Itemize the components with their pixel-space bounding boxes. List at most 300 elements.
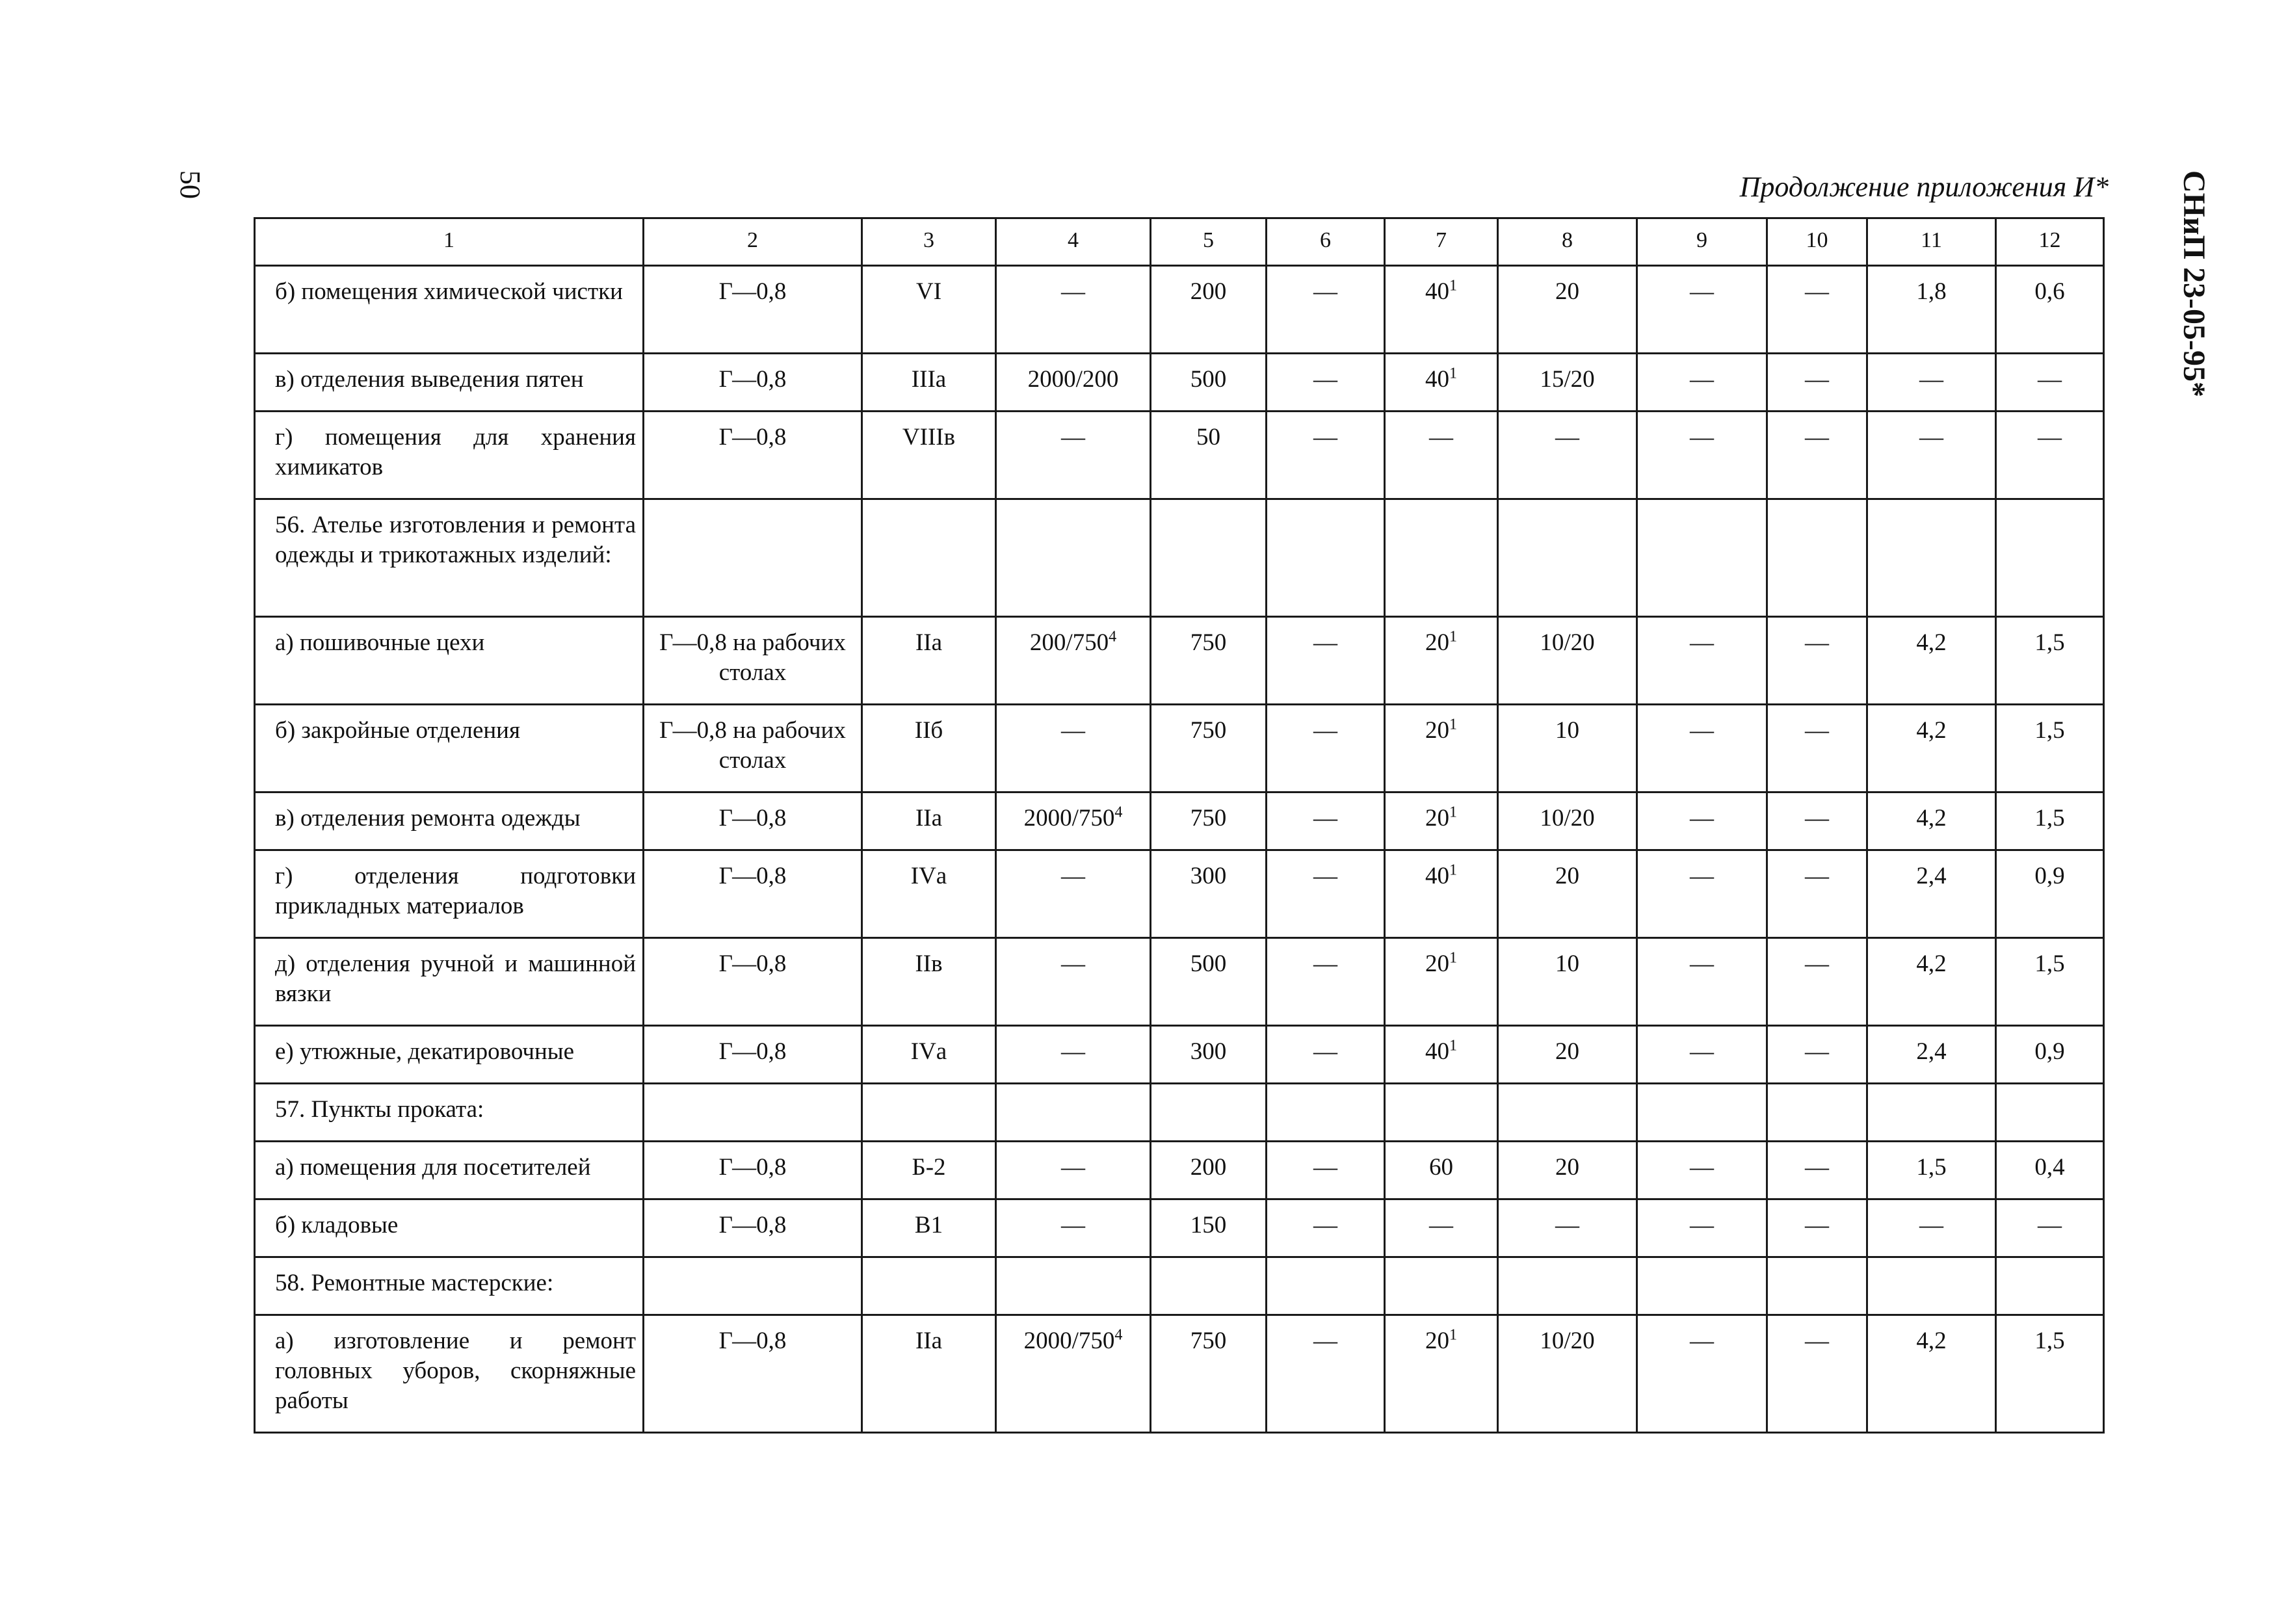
- column-number: 2: [644, 218, 862, 266]
- cell-col-12: [1996, 705, 2104, 792]
- footnote-mark: 1: [1449, 1037, 1457, 1054]
- table-row: [255, 617, 2104, 705]
- cell-col-5: [1151, 705, 1267, 792]
- cell-value: Г—0,8 на рабочих столах: [659, 629, 846, 686]
- cell-col-2: [644, 938, 862, 1026]
- table-row: [255, 1199, 2104, 1257]
- cell-value: —: [1690, 863, 1714, 889]
- cell-col-3: [862, 850, 996, 938]
- cell-value: 15/20: [1540, 366, 1595, 393]
- cell-value: —: [1690, 1154, 1714, 1181]
- cell-col-12: [1996, 617, 2104, 705]
- cell-col-11: [1867, 792, 1996, 850]
- cell-col-2: [644, 354, 862, 412]
- cell-value: —: [1919, 366, 1943, 393]
- cell-value: 10: [1555, 717, 1579, 744]
- cell-col-8: [1498, 1315, 1637, 1433]
- cell-col-11: [1867, 1257, 1996, 1315]
- cell-col-9: [1637, 705, 1767, 792]
- cell-value: 20: [1425, 1328, 1449, 1354]
- table-row: [255, 1026, 2104, 1084]
- cell-col-12: [1996, 1084, 2104, 1142]
- cell-value: 4,2: [1916, 1328, 1947, 1354]
- footnote-mark: 1: [1449, 716, 1457, 733]
- column-number: 6: [1267, 218, 1385, 266]
- cell-col-7: [1385, 354, 1498, 412]
- cell-value: Б-2: [912, 1154, 946, 1181]
- table-row: [255, 938, 2104, 1026]
- cell-col-8: [1498, 938, 1637, 1026]
- row-name: г) помещения для хранения химикатов: [255, 412, 644, 499]
- cell-col-4: [996, 705, 1151, 792]
- cell-value: —: [1690, 1328, 1714, 1354]
- cell-col-12: [1996, 1199, 2104, 1257]
- cell-value: 10/20: [1540, 1328, 1595, 1354]
- cell-col-5: [1151, 792, 1267, 850]
- cell-col-5: [1151, 499, 1267, 617]
- page-number: 50: [174, 170, 206, 199]
- cell-value: VI: [915, 278, 942, 305]
- cell-value: 1,5: [2034, 805, 2065, 832]
- cell-col-11: [1867, 266, 1996, 354]
- cell-value: —: [1690, 366, 1714, 393]
- footnote-mark: 4: [1109, 628, 1117, 646]
- footnote-mark: 1: [1449, 861, 1457, 879]
- cell-value: Г—0,8: [718, 1038, 787, 1065]
- cell-value: Г—0,8: [718, 863, 787, 889]
- cell-col-10: [1767, 412, 1867, 499]
- cell-col-8: [1498, 354, 1637, 412]
- cell-value: 0,9: [2034, 863, 2065, 889]
- cell-col-7: [1385, 412, 1498, 499]
- cell-value: 200: [1190, 278, 1227, 305]
- cell-value: IIа: [915, 629, 943, 656]
- cell-value: —: [1805, 717, 1829, 744]
- cell-col-4: [996, 850, 1151, 938]
- cell-value: 0,9: [2034, 1038, 2065, 1065]
- cell-col-2: [644, 1142, 862, 1199]
- cell-value: —: [1690, 805, 1714, 832]
- cell-col-8: [1498, 266, 1637, 354]
- cell-value: —: [1313, 424, 1337, 451]
- cell-col-7: [1385, 792, 1498, 850]
- row-name: а) изготовление и ремонт головных уборов, скорняжные работы: [255, 1315, 644, 1433]
- cell-value: 0,6: [2034, 278, 2065, 305]
- table-row: [255, 1257, 2104, 1315]
- footnote-mark: 1: [1449, 628, 1457, 646]
- cell-col-6: [1267, 1199, 1385, 1257]
- cell-value: —: [1805, 1328, 1829, 1354]
- cell-col-6: [1267, 354, 1385, 412]
- cell-col-7: [1385, 266, 1498, 354]
- cell-col-4: [996, 792, 1151, 850]
- cell-value: Г—0,8: [718, 424, 787, 451]
- cell-value: 2000/750: [1023, 1328, 1115, 1354]
- row-name: б) помещения химической чистки: [255, 266, 644, 354]
- footnote-mark: 4: [1114, 1326, 1123, 1344]
- cell-value: —: [2038, 424, 2062, 451]
- norms-table: [254, 217, 2105, 1434]
- cell-col-9: [1637, 1142, 1767, 1199]
- table-row: [255, 499, 2104, 617]
- cell-col-9: [1637, 1257, 1767, 1315]
- cell-col-11: [1867, 617, 1996, 705]
- cell-col-6: [1267, 938, 1385, 1026]
- footnote-mark: 1: [1449, 365, 1457, 382]
- cell-value: IIIа: [911, 366, 947, 393]
- cell-value: 150: [1190, 1212, 1227, 1238]
- cell-value: —: [1805, 1212, 1829, 1238]
- cell-col-7: [1385, 617, 1498, 705]
- cell-col-4: [996, 617, 1151, 705]
- cell-col-2: [644, 617, 862, 705]
- cell-value: 1,5: [2034, 717, 2065, 744]
- cell-col-4: [996, 1257, 1151, 1315]
- cell-col-5: [1151, 1257, 1267, 1315]
- cell-col-6: [1267, 617, 1385, 705]
- cell-col-11: [1867, 1084, 1996, 1142]
- cell-col-9: [1637, 938, 1767, 1026]
- cell-col-2: [644, 412, 862, 499]
- cell-value: 4,2: [1916, 805, 1947, 832]
- cell-value: 60: [1429, 1154, 1453, 1181]
- cell-value: —: [1690, 1212, 1714, 1238]
- table-row: [255, 705, 2104, 792]
- cell-col-2: [644, 1199, 862, 1257]
- cell-col-6: [1267, 499, 1385, 617]
- cell-col-2: [644, 1084, 862, 1142]
- column-number: 5: [1151, 218, 1267, 266]
- cell-col-11: [1867, 938, 1996, 1026]
- cell-col-7: [1385, 1257, 1498, 1315]
- cell-col-2: [644, 850, 862, 938]
- cell-value: —: [1313, 805, 1337, 832]
- cell-value: —: [1429, 424, 1453, 451]
- cell-value: —: [1061, 1038, 1085, 1065]
- cell-col-7: [1385, 705, 1498, 792]
- document-code: СНиП 23-05-95*: [2177, 170, 2211, 397]
- cell-col-5: [1151, 1142, 1267, 1199]
- cell-col-3: [862, 1084, 996, 1142]
- table-row: [255, 1142, 2104, 1199]
- cell-value: 20: [1555, 863, 1579, 889]
- cell-col-8: [1498, 1142, 1637, 1199]
- cell-value: 300: [1190, 1038, 1227, 1065]
- cell-value: —: [1805, 366, 1829, 393]
- cell-value: 40: [1425, 863, 1449, 889]
- cell-value: 20: [1555, 1038, 1579, 1065]
- column-number: 7: [1385, 218, 1498, 266]
- cell-value: 20: [1425, 950, 1449, 977]
- column-number: 9: [1637, 218, 1767, 266]
- cell-value: 2,4: [1916, 863, 1947, 889]
- cell-col-11: [1867, 412, 1996, 499]
- cell-value: —: [1313, 629, 1337, 656]
- cell-value: 4,2: [1916, 629, 1947, 656]
- cell-col-11: [1867, 499, 1996, 617]
- cell-value: 2000/750: [1023, 805, 1115, 832]
- cell-col-10: [1767, 266, 1867, 354]
- cell-value: 1,5: [2034, 1328, 2065, 1354]
- table-row: [255, 1315, 2104, 1433]
- cell-col-8: [1498, 792, 1637, 850]
- cell-value: 20: [1425, 629, 1449, 656]
- footnote-mark: 1: [1449, 1326, 1457, 1344]
- cell-col-3: [862, 1315, 996, 1433]
- row-name: б) кладовые: [255, 1199, 644, 1257]
- column-number: 3: [862, 218, 996, 266]
- cell-value: 20: [1425, 805, 1449, 832]
- cell-col-8: [1498, 617, 1637, 705]
- cell-col-3: [862, 354, 996, 412]
- cell-col-5: [1151, 412, 1267, 499]
- cell-col-5: [1151, 266, 1267, 354]
- cell-col-3: [862, 1199, 996, 1257]
- cell-value: 200: [1190, 1154, 1227, 1181]
- cell-value: 10/20: [1540, 805, 1595, 832]
- cell-col-7: [1385, 1142, 1498, 1199]
- cell-value: —: [1690, 717, 1714, 744]
- cell-col-7: [1385, 1084, 1498, 1142]
- cell-col-10: [1767, 1142, 1867, 1199]
- cell-col-4: [996, 1142, 1151, 1199]
- cell-value: —: [1313, 1212, 1337, 1238]
- cell-col-7: [1385, 1199, 1498, 1257]
- cell-col-9: [1637, 850, 1767, 938]
- cell-value: 1,8: [1916, 278, 1947, 305]
- cell-col-10: [1767, 499, 1867, 617]
- cell-col-3: [862, 266, 996, 354]
- cell-col-10: [1767, 354, 1867, 412]
- table-body: [255, 266, 2104, 1433]
- cell-col-4: [996, 499, 1151, 617]
- cell-col-10: [1767, 938, 1867, 1026]
- cell-col-3: [862, 499, 996, 617]
- cell-col-9: [1637, 266, 1767, 354]
- cell-value: —: [1805, 629, 1829, 656]
- cell-col-2: [644, 792, 862, 850]
- cell-value: —: [1061, 278, 1085, 305]
- cell-value: —: [1805, 950, 1829, 977]
- cell-col-10: [1767, 1084, 1867, 1142]
- cell-value: —: [1690, 424, 1714, 451]
- cell-value: —: [1313, 1038, 1337, 1065]
- cell-col-10: [1767, 617, 1867, 705]
- cell-value: —: [1690, 1038, 1714, 1065]
- cell-value: IVа: [910, 1038, 947, 1065]
- cell-col-11: [1867, 1142, 1996, 1199]
- cell-col-12: [1996, 1257, 2104, 1315]
- cell-col-5: [1151, 1026, 1267, 1084]
- cell-col-9: [1637, 1084, 1767, 1142]
- cell-col-6: [1267, 1142, 1385, 1199]
- cell-col-11: [1867, 1026, 1996, 1084]
- cell-value: В1: [914, 1212, 943, 1238]
- cell-value: —: [1805, 278, 1829, 305]
- cell-col-12: [1996, 1315, 2104, 1433]
- cell-col-12: [1996, 412, 2104, 499]
- cell-col-12: [1996, 266, 2104, 354]
- row-name: в) отделения ремонта одежды: [255, 792, 644, 850]
- cell-value: —: [1919, 424, 1943, 451]
- cell-col-2: [644, 1257, 862, 1315]
- cell-col-6: [1267, 1084, 1385, 1142]
- table-row: [255, 354, 2104, 412]
- cell-col-10: [1767, 1257, 1867, 1315]
- cell-value: —: [1061, 1212, 1085, 1238]
- cell-value: —: [1061, 1154, 1085, 1181]
- cell-col-4: [996, 938, 1151, 1026]
- cell-value: —: [1313, 1154, 1337, 1181]
- cell-col-5: [1151, 850, 1267, 938]
- row-name: 57. Пункты проката:: [255, 1084, 644, 1142]
- cell-value: —: [1805, 805, 1829, 832]
- cell-value: —: [1313, 717, 1337, 744]
- cell-col-9: [1637, 617, 1767, 705]
- cell-value: 1,5: [2034, 629, 2065, 656]
- cell-col-8: [1498, 1084, 1637, 1142]
- cell-value: IIв: [915, 950, 943, 977]
- cell-value: —: [1805, 863, 1829, 889]
- cell-col-6: [1267, 1257, 1385, 1315]
- cell-col-11: [1867, 354, 1996, 412]
- cell-value: 10: [1555, 950, 1579, 977]
- cell-col-10: [1767, 1199, 1867, 1257]
- cell-col-5: [1151, 1084, 1267, 1142]
- cell-value: IIб: [914, 717, 943, 744]
- cell-value: —: [1919, 1212, 1943, 1238]
- cell-value: 20: [1425, 717, 1449, 744]
- cell-col-8: [1498, 850, 1637, 938]
- cell-col-10: [1767, 1026, 1867, 1084]
- footnote-mark: 1: [1449, 949, 1457, 967]
- cell-col-11: [1867, 705, 1996, 792]
- cell-value: Г—0,8 на рабочих столах: [659, 717, 846, 774]
- cell-col-10: [1767, 792, 1867, 850]
- footnote-mark: 1: [1449, 804, 1457, 821]
- table-row: [255, 1084, 2104, 1142]
- cell-col-3: [862, 705, 996, 792]
- cell-col-3: [862, 617, 996, 705]
- cell-col-2: [644, 499, 862, 617]
- cell-col-9: [1637, 354, 1767, 412]
- cell-col-4: [996, 266, 1151, 354]
- cell-col-5: [1151, 1315, 1267, 1433]
- cell-col-6: [1267, 850, 1385, 938]
- cell-value: —: [1313, 950, 1337, 977]
- table-row: [255, 412, 2104, 499]
- cell-value: —: [1313, 366, 1337, 393]
- cell-col-10: [1767, 1315, 1867, 1433]
- row-name: б) закройные отделения: [255, 705, 644, 792]
- continuation-title: Продолжение приложения И*: [1739, 171, 2109, 203]
- cell-col-2: [644, 266, 862, 354]
- column-number: 12: [1996, 218, 2104, 266]
- cell-col-4: [996, 1199, 1151, 1257]
- cell-value: Г—0,8: [718, 950, 787, 977]
- cell-col-2: [644, 1315, 862, 1433]
- cell-col-7: [1385, 1315, 1498, 1433]
- cell-value: 2,4: [1916, 1038, 1947, 1065]
- cell-col-9: [1637, 792, 1767, 850]
- column-number: 8: [1498, 218, 1637, 266]
- cell-value: VIIIв: [902, 424, 956, 451]
- cell-col-4: [996, 1084, 1151, 1142]
- cell-value: 20: [1555, 1154, 1579, 1181]
- cell-value: —: [1690, 278, 1714, 305]
- row-name: е) утюжные, декатировочные: [255, 1026, 644, 1084]
- cell-col-8: [1498, 499, 1637, 617]
- cell-value: Г—0,8: [718, 805, 787, 832]
- cell-value: 500: [1190, 366, 1227, 393]
- cell-col-6: [1267, 1026, 1385, 1084]
- cell-col-6: [1267, 1315, 1385, 1433]
- cell-col-3: [862, 1026, 996, 1084]
- column-number-row: [255, 218, 2104, 266]
- cell-col-12: [1996, 792, 2104, 850]
- row-name: г) отделения подготовки прикладных материалов: [255, 850, 644, 938]
- cell-value: —: [1061, 950, 1085, 977]
- cell-value: IVа: [910, 863, 947, 889]
- cell-col-6: [1267, 412, 1385, 499]
- cell-value: —: [1805, 1154, 1829, 1181]
- cell-col-5: [1151, 938, 1267, 1026]
- cell-col-9: [1637, 1315, 1767, 1433]
- cell-col-8: [1498, 1257, 1637, 1315]
- cell-col-12: [1996, 938, 2104, 1026]
- cell-col-7: [1385, 499, 1498, 617]
- cell-col-3: [862, 792, 996, 850]
- cell-col-7: [1385, 850, 1498, 938]
- column-number: 1: [255, 218, 644, 266]
- cell-value: 50: [1196, 424, 1220, 451]
- cell-col-12: [1996, 1026, 2104, 1084]
- cell-value: —: [1805, 1038, 1829, 1065]
- cell-value: 1,5: [1916, 1154, 1947, 1181]
- cell-value: —: [1690, 950, 1714, 977]
- cell-value: 2000/200: [1027, 366, 1119, 393]
- footnote-mark: 4: [1114, 804, 1123, 821]
- cell-value: Г—0,8: [718, 1328, 787, 1354]
- cell-col-10: [1767, 850, 1867, 938]
- cell-col-6: [1267, 705, 1385, 792]
- cell-value: 4,2: [1916, 950, 1947, 977]
- cell-col-10: [1767, 705, 1867, 792]
- cell-value: Г—0,8: [718, 1212, 787, 1238]
- cell-col-5: [1151, 1199, 1267, 1257]
- cell-value: Г—0,8: [718, 1154, 787, 1181]
- cell-value: 40: [1425, 1038, 1449, 1065]
- cell-value: —: [1555, 1212, 1579, 1238]
- cell-value: —: [1313, 278, 1337, 305]
- cell-col-8: [1498, 412, 1637, 499]
- cell-col-11: [1867, 850, 1996, 938]
- cell-value: —: [2038, 366, 2062, 393]
- cell-col-3: [862, 1257, 996, 1315]
- cell-col-6: [1267, 266, 1385, 354]
- cell-value: 750: [1190, 629, 1227, 656]
- cell-col-9: [1637, 412, 1767, 499]
- column-number: 10: [1767, 218, 1867, 266]
- footnote-mark: 1: [1449, 277, 1457, 295]
- row-name: 56. Ателье изготовления и ремонта одежды и трикотажных изделий:: [255, 499, 644, 617]
- cell-value: —: [1061, 424, 1085, 451]
- cell-value: Г—0,8: [718, 366, 787, 393]
- cell-value: 20: [1555, 278, 1579, 305]
- cell-value: —: [1429, 1212, 1453, 1238]
- cell-col-8: [1498, 1199, 1637, 1257]
- cell-value: —: [1313, 863, 1337, 889]
